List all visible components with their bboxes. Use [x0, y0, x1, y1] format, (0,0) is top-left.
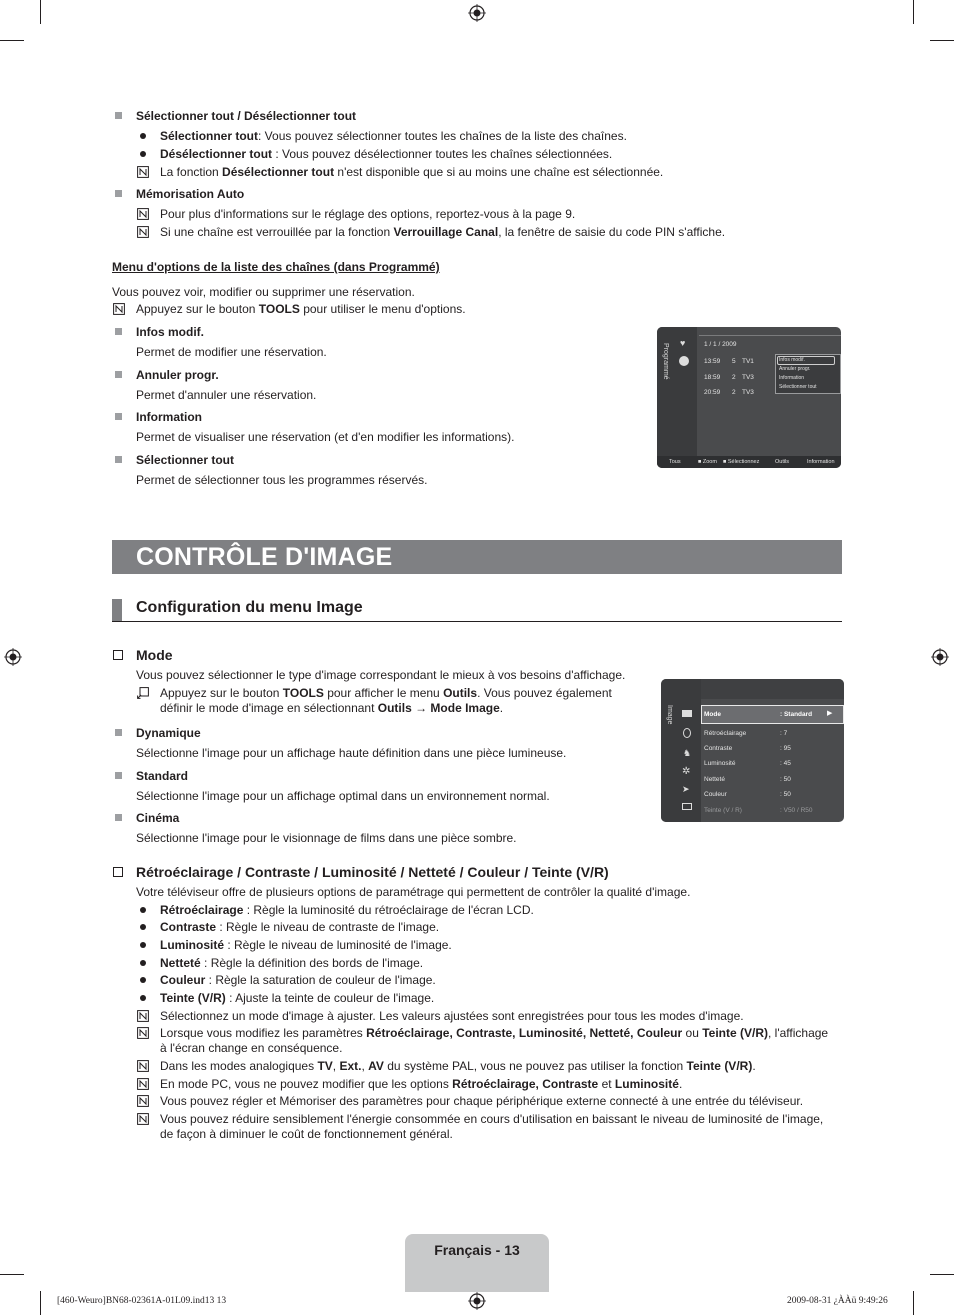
menu-row-value: : 50 — [780, 791, 791, 798]
item-heading: Information — [136, 410, 202, 424]
item-desc: Sélectionne l'image pour le visionnage de films dans une pièce sombre. — [136, 831, 517, 845]
menu-row-value: : Standard — [780, 711, 813, 718]
screen-topbar — [701, 679, 844, 699]
registration-mark-icon — [468, 4, 486, 22]
menu-row-value: : V50 / R50 — [780, 807, 813, 814]
note-icon — [137, 1078, 149, 1090]
menu-row-name: Rétroéclairage — [704, 730, 747, 737]
section-title: Configuration du menu Image — [136, 599, 363, 616]
square-bullet-icon — [115, 190, 122, 197]
tv-screen-image-menu — [661, 679, 844, 822]
note-icon — [137, 1010, 149, 1022]
input-icon: ➤ — [682, 784, 690, 794]
square-bullet-icon — [115, 814, 122, 821]
bullet-icon — [140, 151, 146, 157]
note-icon — [137, 1113, 149, 1125]
popup-item: Information — [779, 375, 805, 381]
square-bullet-icon — [115, 112, 122, 119]
tools-note-text: Appuyez sur le bouton TOOLS pour afficher le menu Outils. Vous pouvez également — [160, 686, 612, 700]
support-icon — [682, 803, 692, 810]
section-marker — [112, 599, 122, 621]
note-icon — [137, 226, 149, 238]
footer-hint: Tous — [669, 459, 681, 465]
intro-text: Vous pouvez sélectionner le type d'image correspondant le mieux à vos besoins d'affichage. — [136, 668, 626, 682]
note-text: La fonction Désélectionner tout n'est disponible que si au moins une chaîne est sélectionnée. — [160, 165, 664, 179]
note-text: de façon à diminuer le coût de fonctionnement général. — [160, 1127, 453, 1141]
screen-row-time: 18:59 — [704, 374, 721, 381]
item-desc: Permet de visualiser une réservation (et d'en modifier les informations). — [136, 430, 515, 444]
note-text: Pour plus d'informations sur le réglage des options, reportez-vous à la page 9. — [160, 207, 576, 221]
footer-hint: Information — [807, 459, 835, 465]
note-icon — [113, 303, 125, 315]
bullet-text: Teinte (V/R) : Ajuste la teinte de couleur de l'image. — [160, 991, 435, 1005]
item-desc: Sélectionne l'image pour un affichage optimal dans un environnement normal. — [136, 789, 550, 803]
item-desc: Permet de sélectionner tous les programmes réservés. — [136, 473, 428, 487]
menu-row-name: Contraste — [704, 745, 733, 752]
registration-mark-icon — [468, 1292, 486, 1310]
square-bullet-icon — [115, 371, 122, 378]
channel-icon: ♞ — [683, 748, 692, 758]
footer-hint: ■ Zoom — [698, 459, 717, 465]
screen-topbar — [699, 335, 841, 336]
note-text: Vous pouvez régler et Mémoriser des paramètres pour chaque périphérique externe connecté à une entrée du téléviseur. — [160, 1094, 804, 1108]
bullet-icon — [140, 960, 146, 966]
note-icon — [137, 1027, 149, 1039]
menu-row-name: Netteté — [704, 776, 725, 783]
footer-hint: ■ Sélectionnez — [723, 459, 760, 465]
footer-hint: Outils — [775, 459, 790, 465]
screen-row-name: TV3 — [742, 374, 754, 381]
bullet-icon — [140, 924, 146, 930]
note-text: Sélectionnez un mode d'image à ajuster. Les valeurs ajustées sont enregistrées pour tous les modes d'image. — [160, 1009, 744, 1023]
item-heading: Mémorisation Auto — [136, 187, 245, 201]
screen-row-time: 13:59 — [704, 358, 721, 365]
screen-footer — [657, 456, 841, 468]
menu-row-value: : 45 — [780, 760, 791, 767]
crop-mark — [0, 1274, 24, 1275]
chapter-title-bar — [112, 540, 842, 574]
menu-row-name: Teinte (V / R) — [704, 807, 742, 814]
item-heading: Annuler progr. — [136, 368, 219, 382]
crop-mark — [40, 0, 41, 24]
crop-mark — [0, 40, 24, 41]
print-slug-left: [460-Weuro]BN68-02361A-01L09.ind13 13 — [57, 1296, 227, 1306]
popup-item: Infos modif. — [779, 357, 805, 363]
registration-mark-icon — [931, 648, 949, 666]
bullet-icon — [140, 977, 146, 983]
bullet-icon — [140, 133, 146, 139]
note-text: Vous pouvez réduire sensiblement l'énergie consommée en cours d'utilisation en baissant le niveau de luminosité de l'image, — [160, 1112, 824, 1126]
mode-heading: Mode — [136, 647, 173, 663]
bullet-text: Désélectionner tout : Vous pouvez désélectionner toutes les chaînes sélectionnées. — [160, 147, 613, 161]
subsection-title: Menu d'options de la liste des chaînes (dans Programmé) — [112, 260, 440, 274]
screen-vertical-label: Image — [666, 705, 673, 725]
bullet-icon — [140, 995, 146, 1001]
note-text: En mode PC, vous ne pouvez modifier que les options Rétroéclairage, Contraste et Luminosité. — [160, 1077, 683, 1091]
heart-icon: ♥ — [680, 338, 686, 348]
square-bullet-icon — [115, 729, 122, 736]
screen-row-time: 20:59 — [704, 389, 721, 396]
square-bullet-icon — [115, 413, 122, 420]
bullet-text: Luminosité : Règle le niveau de luminosité de l'image. — [160, 938, 452, 952]
menu-row-value: : 50 — [780, 776, 791, 783]
note-text: Lorsque vous modifiez les paramètres Rétroéclairage, Contraste, Luminosité, Netteté, Couleur ou Teinte (V/R), l'affichage — [160, 1026, 829, 1040]
crop-mark — [930, 1274, 954, 1275]
note-text: Si une chaîne est verrouillée par la fonction Verrouillage Canal, la fenêtre de saisie du code PIN s'affiche. — [160, 225, 726, 239]
menu-row-name: Luminosité — [704, 760, 736, 767]
crop-mark — [40, 1291, 41, 1315]
tools-note-text: définir le mode d'image en sélectionnant Outils → Mode Image. — [160, 701, 504, 715]
item-desc: Sélectionne l'image pour un affichage haute définition dans une pièce lumineuse. — [136, 746, 567, 760]
checkbox-bullet-icon — [113, 867, 123, 877]
menu-row-name: Mode — [704, 711, 721, 718]
setup-icon: ✲ — [682, 766, 691, 777]
intro-text: Votre téléviseur offre de plusieurs options de paramétrage qui permettent de contrôler la qualité d'image. — [136, 885, 691, 899]
page-number: Français - 13 — [434, 1242, 520, 1258]
section-divider — [112, 621, 842, 622]
chapter-title: CONTRÔLE D'IMAGE — [136, 543, 393, 571]
registration-mark-icon — [4, 648, 22, 666]
right-arrow-icon: ▶ — [827, 710, 833, 717]
item-heading: Standard — [136, 769, 189, 783]
item-heading: Cinéma — [136, 811, 180, 825]
screen-row-name: TV3 — [742, 389, 754, 396]
retro-heading: Rétroéclairage / Contraste / Luminosité / Netteté / Couleur / Teinte (V/R) — [136, 864, 609, 880]
crop-mark — [913, 1291, 914, 1315]
item-desc: Permet de modifier une réservation. — [136, 345, 327, 359]
screen-row-name: TV1 — [742, 358, 754, 365]
square-bullet-icon — [115, 456, 122, 463]
bullet-text: Contraste : Règle le niveau de contraste de l'image. — [160, 920, 440, 934]
tools-popup-menu — [775, 354, 841, 394]
square-bullet-icon — [115, 328, 122, 335]
crop-mark — [913, 0, 914, 24]
menu-row-value: : 7 — [780, 730, 788, 737]
tools-icon — [137, 687, 149, 699]
intro-text: Vous pouvez voir, modifier ou supprimer une réservation. — [112, 285, 415, 299]
screen-sidebar — [661, 679, 701, 822]
picture-icon — [682, 710, 692, 717]
square-bullet-icon — [115, 772, 122, 779]
popup-item: Sélectionner tout — [779, 384, 817, 390]
clock-icon — [679, 356, 689, 366]
item-heading: Sélectionner tout / Désélectionner tout — [136, 109, 357, 123]
screen-vertical-label: Programmé — [662, 343, 669, 380]
print-slug-right: 2009-08-31 ¿ÀÀü 9:49:26 — [787, 1296, 888, 1306]
note-text: à l'écran change en conséquence. — [160, 1041, 343, 1055]
bullet-text: Netteté : Règle la définition des bords de l'image. — [160, 956, 424, 970]
bullet-text: Sélectionner tout: Vous pouvez sélectionner toutes les chaînes de la liste des chaînes. — [160, 129, 627, 143]
menu-row-name: Couleur — [704, 791, 727, 798]
bullet-icon — [140, 907, 146, 913]
screen-row-channel: 2 — [732, 374, 736, 381]
screen-row-channel: 2 — [732, 389, 736, 396]
item-desc: Permet d'annuler une réservation. — [136, 388, 317, 402]
note-text: Appuyez sur le bouton TOOLS pour utiliser le menu d'options. — [136, 302, 466, 316]
tv-screen-programme — [657, 327, 841, 468]
bullet-icon — [140, 942, 146, 948]
item-heading: Sélectionner tout — [136, 453, 235, 467]
note-icon — [137, 1095, 149, 1107]
note-icon — [137, 1060, 149, 1072]
bullet-text: Rétroéclairage : Règle la luminosité du rétroéclairage de l'écran LCD. — [160, 903, 534, 917]
note-icon — [137, 166, 149, 178]
page-number-tab — [405, 1234, 549, 1292]
crop-mark — [930, 40, 954, 41]
item-heading: Dynamique — [136, 726, 201, 740]
bullet-text: Couleur : Règle la saturation de couleur de l'image. — [160, 973, 436, 987]
selected-row-highlight — [701, 705, 844, 724]
menu-row-value: : 95 — [780, 745, 791, 752]
checkbox-bullet-icon — [113, 650, 123, 660]
screen-date: 1 / 1 / 2009 — [704, 341, 737, 348]
sound-icon — [683, 728, 691, 738]
note-text: Dans les modes analogiques TV, Ext., AV du système PAL, vous ne pouvez pas utiliser la fonction Teinte (V/R). — [160, 1059, 756, 1073]
note-icon — [137, 208, 149, 220]
item-heading: Infos modif. — [136, 325, 204, 339]
screen-row-channel: 5 — [732, 358, 736, 365]
popup-item: Annuler progr. — [779, 366, 811, 372]
